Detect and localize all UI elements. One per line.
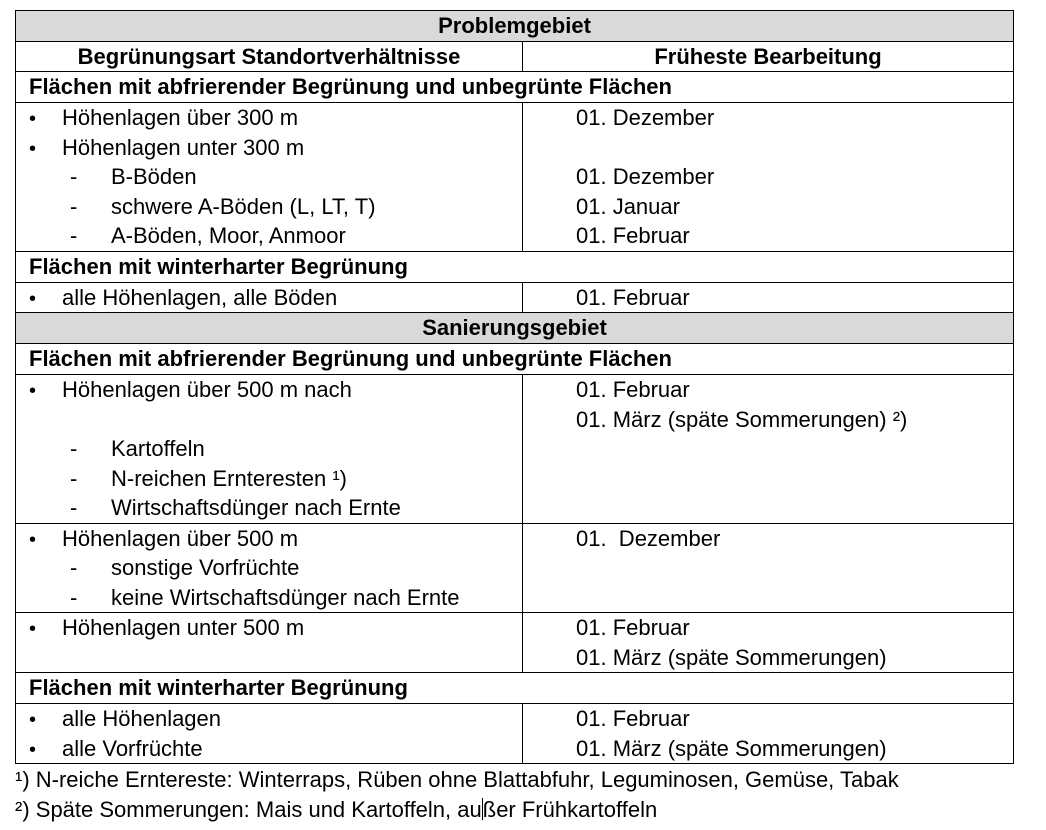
list-item: • Höhenlagen über 500 m <box>16 524 522 554</box>
table-row <box>16 704 1014 764</box>
date-spacer <box>523 133 1013 163</box>
list-item: - sonstige Vorfrüchte <box>16 553 522 583</box>
date-value: 01. Dezember <box>576 525 721 551</box>
section-row <box>16 344 1014 375</box>
section-row <box>16 673 1014 704</box>
conditions-cell <box>16 704 523 764</box>
date-value: 01. März (späte Sommerungen) <box>576 735 887 761</box>
dash-icon: - <box>70 223 78 248</box>
list-item: • Höhenlagen über 300 m <box>16 103 522 133</box>
list-item: • Höhenlagen über 500 m nach <box>16 375 522 405</box>
list-item: - A-Böden, Moor, Anmoor <box>16 221 522 251</box>
list-item: - Wirtschaftsdünger nach Ernte <box>16 493 522 523</box>
conditions-cell <box>16 103 523 252</box>
bullet-icon: • <box>29 618 37 640</box>
conditions-cell <box>16 613 523 673</box>
column-header-frueheste-bearbeitung: Früheste Bearbeitung <box>523 42 1014 72</box>
date-cell <box>523 523 1014 613</box>
dash-icon: - <box>70 436 78 461</box>
section-row <box>16 72 1014 103</box>
section-winterhart-problem: Flächen mit winterharter Begrünung <box>16 251 1014 282</box>
list-item: - N-reichen Ernteresten ¹) <box>16 464 522 494</box>
list-item: • alle Höhenlagen <box>16 704 522 734</box>
conditions-cell <box>16 375 523 524</box>
dash-icon: - <box>70 555 78 580</box>
dash-icon: - <box>70 164 78 189</box>
date-value: 01. März (späte Sommerungen) ²) <box>576 406 908 432</box>
section-row <box>16 251 1014 282</box>
dash-icon: - <box>70 495 78 520</box>
dash-icon: - <box>70 584 78 610</box>
problem-header-row <box>16 11 1014 42</box>
list-item: - schwere A-Böden (L, LT, T) <box>16 192 522 222</box>
list-item: - keine Wirtschaftsdünger nach Ernte <box>16 583 522 613</box>
bullet-icon: • <box>29 380 37 402</box>
dash-icon: - <box>70 193 78 219</box>
date-value: 01. Februar <box>576 223 690 248</box>
bullet-icon: • <box>29 108 37 130</box>
column-header-begruenungsart: Begrünungsart Standortverhältnisse <box>16 42 523 72</box>
sanierung-header-row <box>16 313 1014 344</box>
section-winterhart-sanierung: Flächen mit winterharter Begrünung <box>16 673 1014 704</box>
table-row <box>16 523 1014 613</box>
date-value: 01. Januar <box>576 193 680 219</box>
section-abfrierend-sanierung: Flächen mit abfrierender Begrünung und unbegrünte Flächen <box>16 344 1014 375</box>
date-value: 01. Februar <box>576 284 690 310</box>
bullet-icon: • <box>29 738 37 761</box>
date-cell <box>523 375 1014 524</box>
table-row <box>16 613 1014 673</box>
table-row <box>16 282 1014 313</box>
column-header-row <box>16 42 1014 72</box>
footnote-2: ²) Späte Sommerungen: Mais und Kartoffeln, außer Frühkartoffeln <box>15 797 658 822</box>
list-item: • alle Höhenlagen, alle Böden <box>16 283 522 313</box>
date-value: 01. Dezember <box>576 164 715 189</box>
conditions-cell <box>16 282 523 313</box>
list-item: • alle Vorfrüchte <box>16 734 522 764</box>
date-cell <box>523 282 1014 313</box>
date-cell <box>523 704 1014 764</box>
table-row <box>16 375 1014 524</box>
list-item: • Höhenlagen unter 500 m <box>16 613 522 643</box>
problemgebiet-header: Problemgebiet <box>16 11 1014 42</box>
list-item: - Kartoffeln <box>16 434 522 464</box>
list-item: • Höhenlagen unter 300 m <box>16 133 522 163</box>
section-abfrierend-problem: Flächen mit abfrierender Begrünung und unbegrünte Flächen <box>16 72 1014 103</box>
footnote-1: ¹) N-reiche Erntereste: Winterraps, Rüben ohne Blattabfuhr, Leguminosen, Gemüse, Tabak <box>15 767 899 792</box>
date-value: 01. Dezember <box>576 105 715 130</box>
sanierungsgebiet-header: Sanierungsgebiet <box>16 313 1014 344</box>
bullet-icon: • <box>29 528 37 551</box>
date-cell <box>523 613 1014 673</box>
list-item: - B-Böden <box>16 162 522 192</box>
table-row <box>16 103 1014 252</box>
bullet-icon: • <box>29 287 37 310</box>
conditions-cell <box>16 523 523 613</box>
date-cell <box>523 103 1014 252</box>
dash-icon: - <box>70 465 78 491</box>
measures-table <box>15 10 1014 764</box>
date-value: 01. März (späte Sommerungen) <box>576 644 887 670</box>
date-value: 01. Februar <box>576 615 690 640</box>
date-value: 01. Februar <box>576 706 690 731</box>
line-spacer <box>16 405 522 435</box>
date-value: 01. Februar <box>576 377 690 402</box>
bullet-icon: • <box>29 137 37 160</box>
bullet-icon: • <box>29 709 37 731</box>
